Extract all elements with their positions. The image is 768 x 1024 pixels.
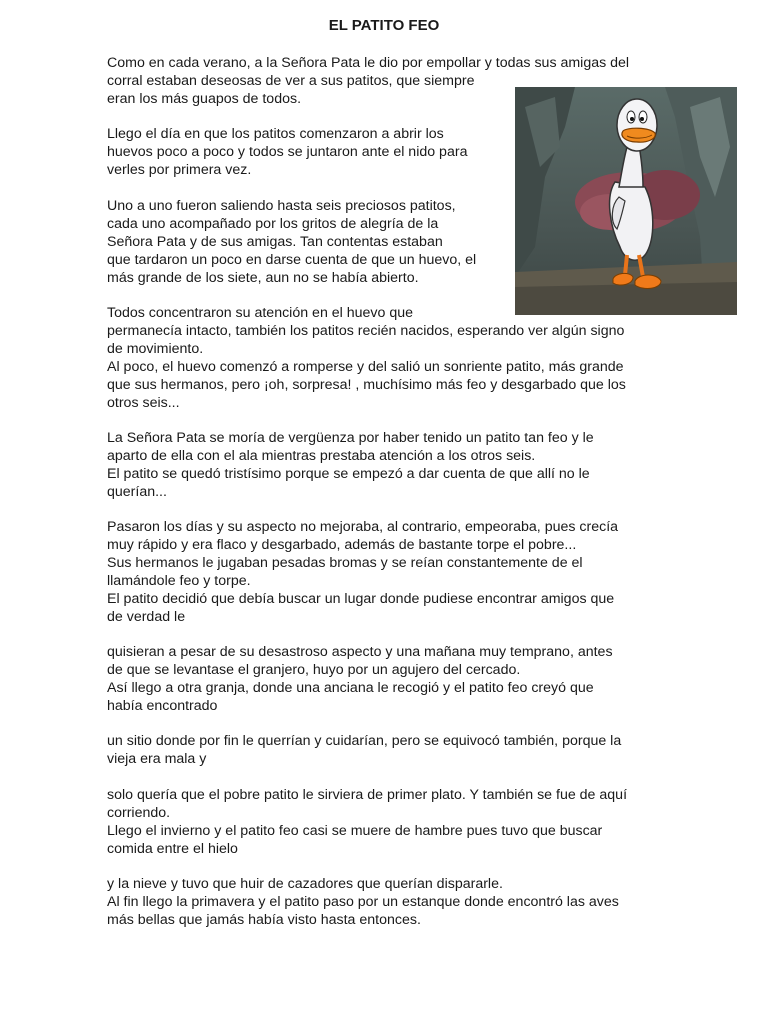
text-line: Al fin llego la primavera y el patito paso por un estanque donde encontró las aves bbox=[107, 894, 619, 910]
text-line: de que se levantase el granjero, huyo por un agujero del cercado. bbox=[107, 662, 521, 678]
text-line: vieja era mala y bbox=[107, 751, 207, 767]
text-line: más grande de los siete, aun no se había abierto. bbox=[107, 270, 419, 286]
text-line: cada uno acompañado por los gritos de alegría de la bbox=[107, 216, 439, 232]
text-line: muy rápido y era flaco y desgarbado, además de bastante torpe el pobre... bbox=[107, 537, 577, 553]
text-line: que tardaron un poco en darse cuenta de que un huevo, el bbox=[107, 252, 477, 268]
text-line: más bellas que jamás había visto hasta entonces. bbox=[107, 912, 421, 928]
text-line: Así llego a otra granja, donde una anciana le recogió y el patito feo creyó que bbox=[107, 680, 594, 696]
text-line: Señora Pata y de sus amigas. Tan contentas estaban bbox=[107, 234, 443, 250]
text-line: querían... bbox=[107, 484, 167, 500]
text-line: había encontrado bbox=[107, 698, 218, 714]
text-line: Uno a uno fueron saliendo hasta seis preciosos patitos, bbox=[107, 198, 456, 214]
text-line: El patito decidió que debía buscar un lugar donde pudiese encontrar amigos que bbox=[107, 591, 615, 607]
text-line: permanecía intacto, también los patitos recién nacidos, esperando ver algún signo bbox=[107, 323, 625, 339]
text-line: aparto de ella con el ala mientras prestaba atención a los otros seis. bbox=[107, 448, 536, 464]
text-line: y la nieve y tuvo que huir de cazadores que querían dispararle. bbox=[107, 876, 503, 892]
text-line: llamándole feo y torpe. bbox=[107, 573, 251, 589]
text-line: huevos poco a poco y todos se juntaron ante el nido para bbox=[107, 144, 468, 160]
text-line: eran los más guapos de todos. bbox=[107, 91, 302, 107]
text-line: El patito se quedó tristísimo porque se empezó a dar cuenta de que allí no le bbox=[107, 466, 590, 482]
text-line: de verdad le bbox=[107, 609, 186, 625]
text-line: Todos concentraron su atención en el huevo que bbox=[107, 305, 414, 321]
text-line: que sus hermanos, pero ¡oh, sorpresa! , muchísimo más feo y desgarbado que los bbox=[107, 377, 626, 393]
text-line: de movimiento. bbox=[107, 341, 204, 357]
text-line: Como en cada verano, a la Señora Pata le dio por empollar y todas sus amigas del bbox=[107, 55, 630, 71]
text-line: corriendo. bbox=[107, 805, 171, 821]
ugly-duckling-illustration bbox=[515, 87, 737, 315]
text-line: comida entre el hielo bbox=[107, 841, 238, 857]
text-line: Al poco, el huevo comenzó a romperse y del salió un sonriente patito, más grande bbox=[107, 359, 624, 375]
text-line: otros seis... bbox=[107, 395, 180, 411]
text-line: quisieran a pesar de su desastroso aspecto y una mañana muy temprano, antes bbox=[107, 644, 613, 660]
page-title: EL PATITO FEO bbox=[328, 17, 440, 34]
text-line: La Señora Pata se moría de vergüenza por haber tenido un patito tan feo y le bbox=[107, 430, 594, 446]
text-line: verles por primera vez. bbox=[107, 162, 252, 178]
text-line: Sus hermanos le jugaban pesadas bromas y se reían constantemente de el bbox=[107, 555, 583, 571]
text-line: Llego el día en que los patitos comenzaron a abrir los bbox=[107, 126, 444, 142]
text-line: solo quería que el pobre patito le sirviera de primer plato. Y también se fue de aquí bbox=[107, 787, 628, 803]
text-line: Pasaron los días y su aspecto no mejoraba, al contrario, empeoraba, pues crecía bbox=[107, 519, 619, 535]
text-line: Llego el invierno y el patito feo casi se muere de hambre pues tuvo que buscar bbox=[107, 823, 603, 839]
text-line: corral estaban deseosas de ver a sus patitos, que siempre bbox=[107, 73, 475, 89]
text-line: un sitio donde por fin le querrían y cuidarían, pero se equivocó también, porque la bbox=[107, 733, 622, 749]
